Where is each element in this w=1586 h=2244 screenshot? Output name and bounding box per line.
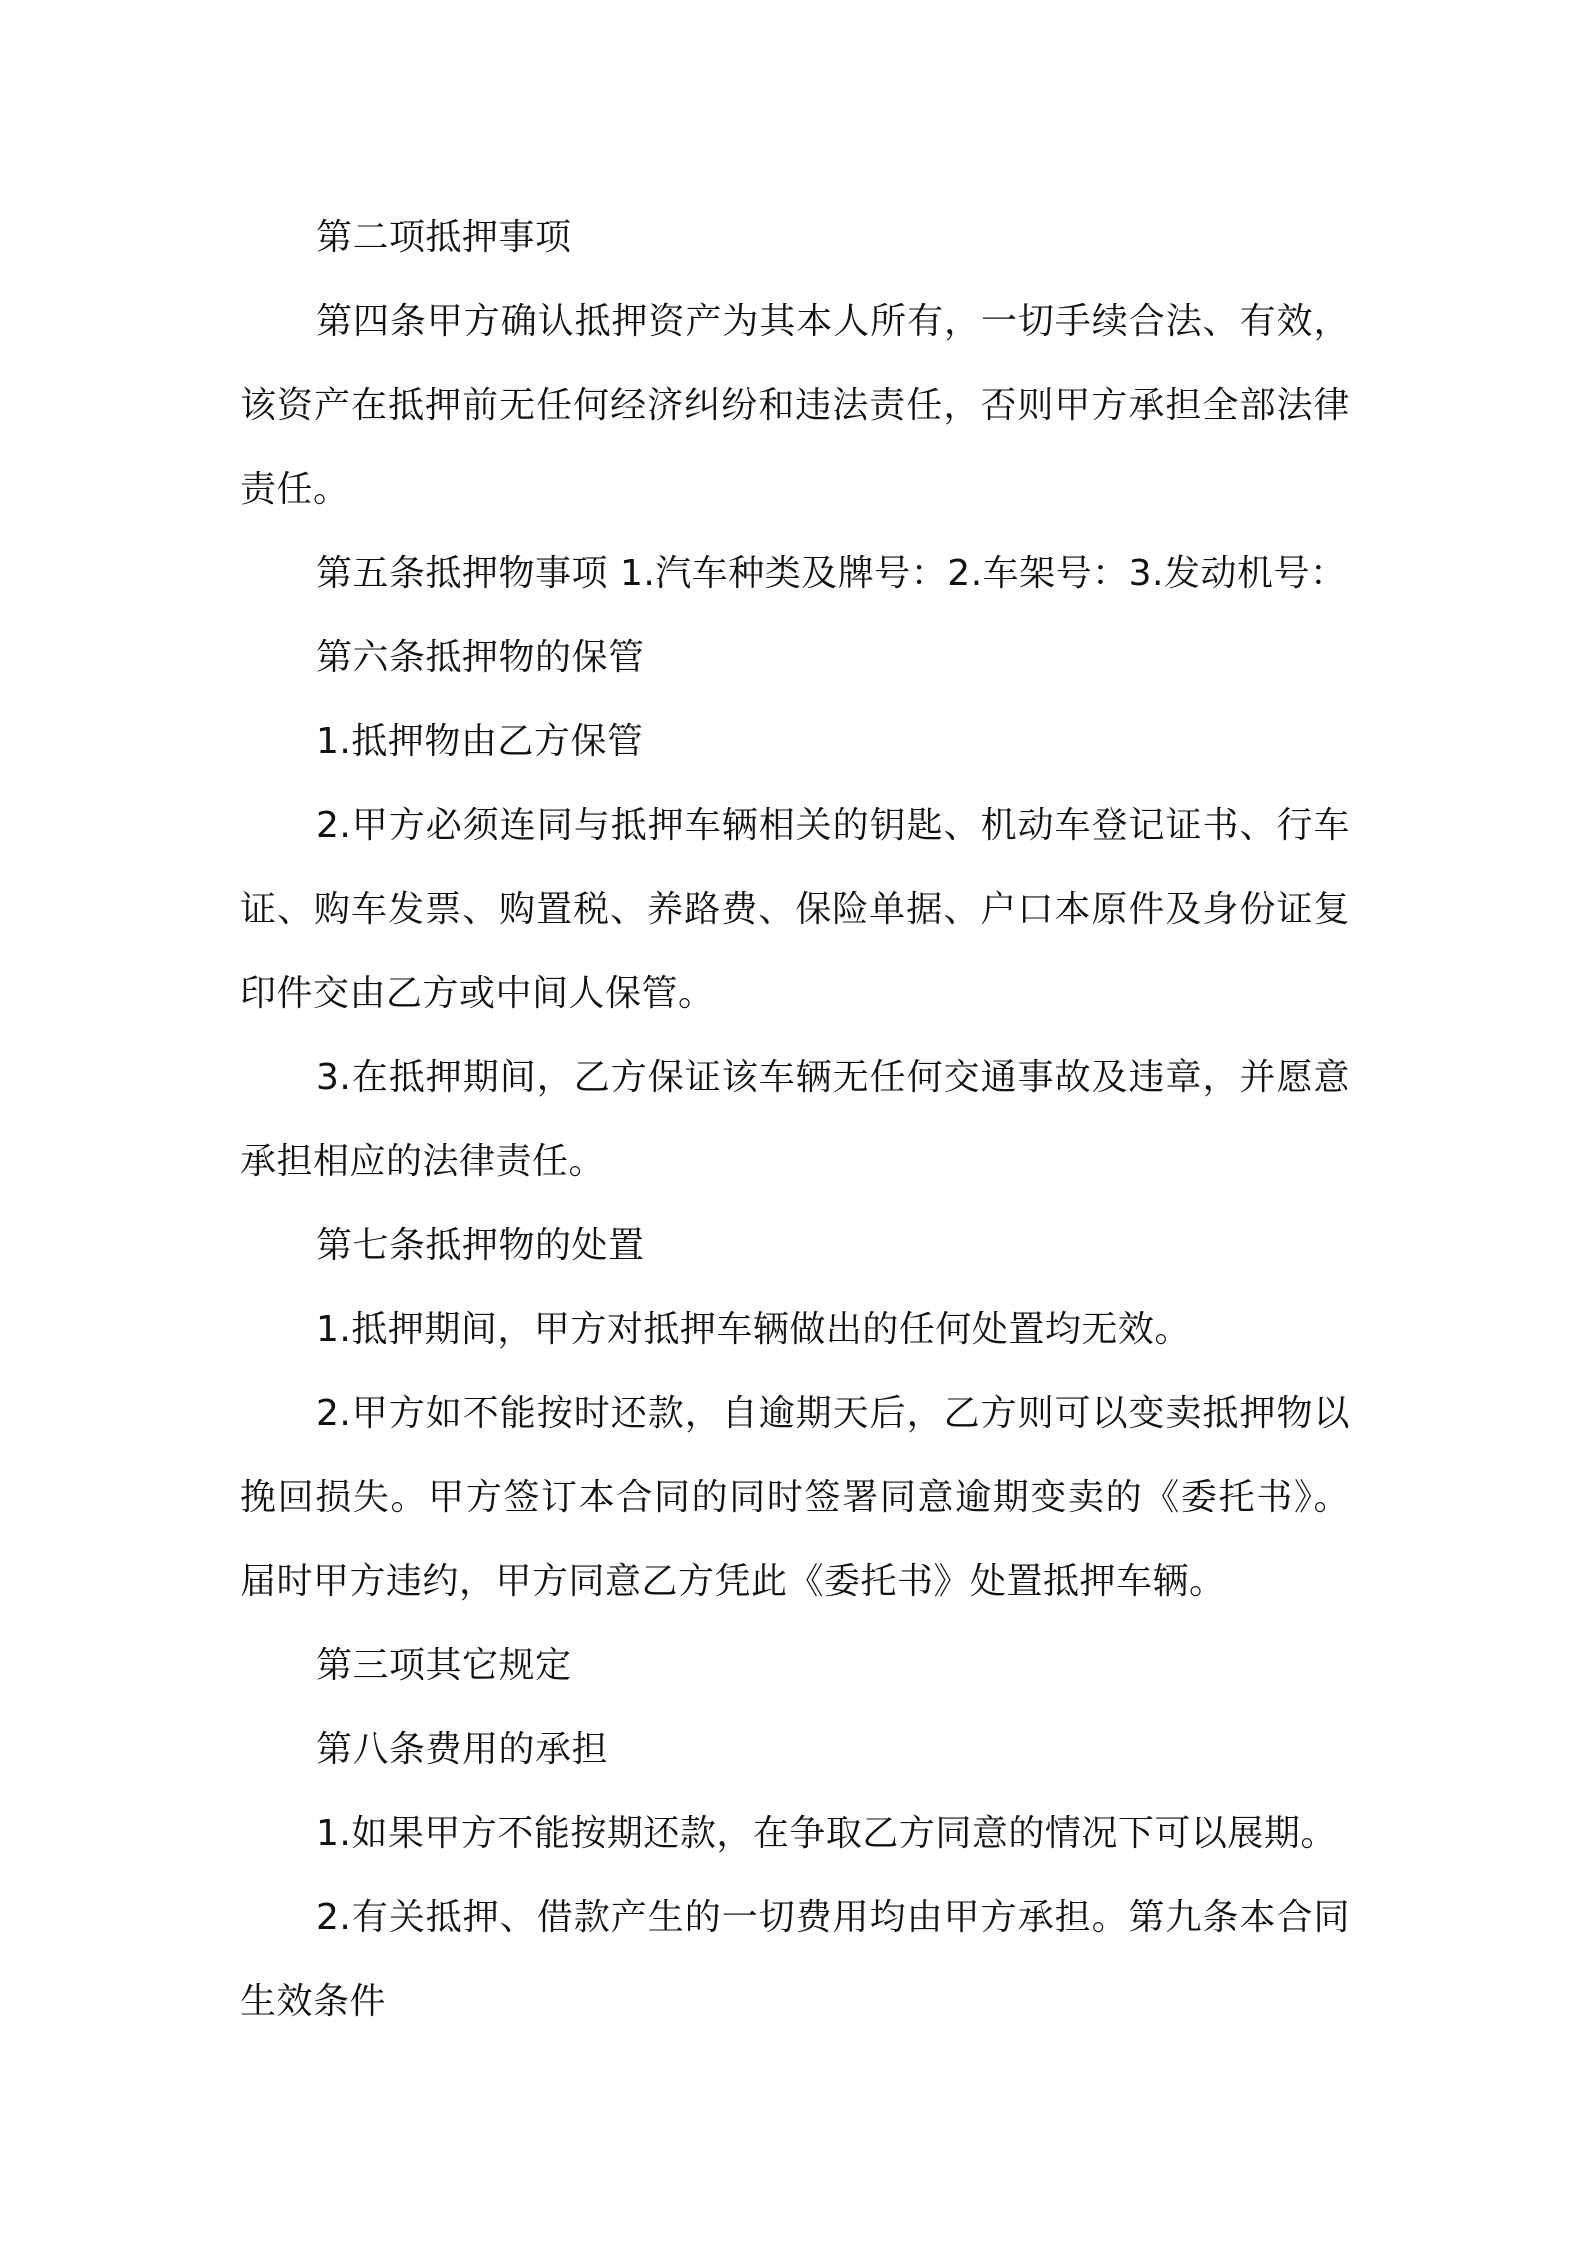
document-body (240, 196, 1350, 2044)
article-6-item-1: 1.抵押物由乙方保管 (316, 721, 644, 762)
article-5: 第五条抵押物事项 1.汽车种类及牌号：2.车架号：3.发动机号： (316, 553, 1347, 594)
article-7-heading: 第七条抵押物的处置 (316, 1225, 645, 1266)
article-8-item-2: 2.有关抵押、借款产生的一切费用均由甲方承担。第九条本合同生效条件 (240, 1897, 1350, 2022)
section-heading-3: 第三项其它规定 (316, 1645, 572, 1686)
article-6-heading: 第六条抵押物的保管 (316, 637, 645, 678)
article-8-item-1: 1.如果甲方不能按期还款，在争取乙方同意的情况下可以展期。 (316, 1813, 1337, 1854)
article-4: 第四条甲方确认抵押资产为其本人所有，一切手续合法、有效，该资产在抵押前无任何经济纠纷和违法责任，否则甲方承担全部法律责任。 (240, 301, 1350, 510)
article-6-item-3: 3.在抵押期间，乙方保证该车辆无任何交通事故及违章，并愿意承担相应的法律责任。 (240, 1057, 1350, 1182)
article-8-heading: 第八条费用的承担 (316, 1729, 609, 1770)
section-heading-2: 第二项抵押事项 (316, 217, 572, 258)
article-6-item-2: 2.甲方必须连同与抵押车辆相关的钥匙、机动车登记证书、行车证、购车发票、购置税、养路费、保险单据、户口本原件及身份证复印件交由乙方或中间人保管。 (240, 805, 1350, 1014)
article-7-item-1: 1.抵押期间，甲方对抵押车辆做出的任何处置均无效。 (316, 1309, 1191, 1350)
article-7-item-2: 2.甲方如不能按时还款，自逾期天后，乙方则可以变卖抵押物以挽回损失。甲方签订本合同的同时签署同意逾期变卖的《委托书》。届时甲方违约，甲方同意乙方凭此《委托书》处置抵押车辆。 (240, 1393, 1350, 1602)
